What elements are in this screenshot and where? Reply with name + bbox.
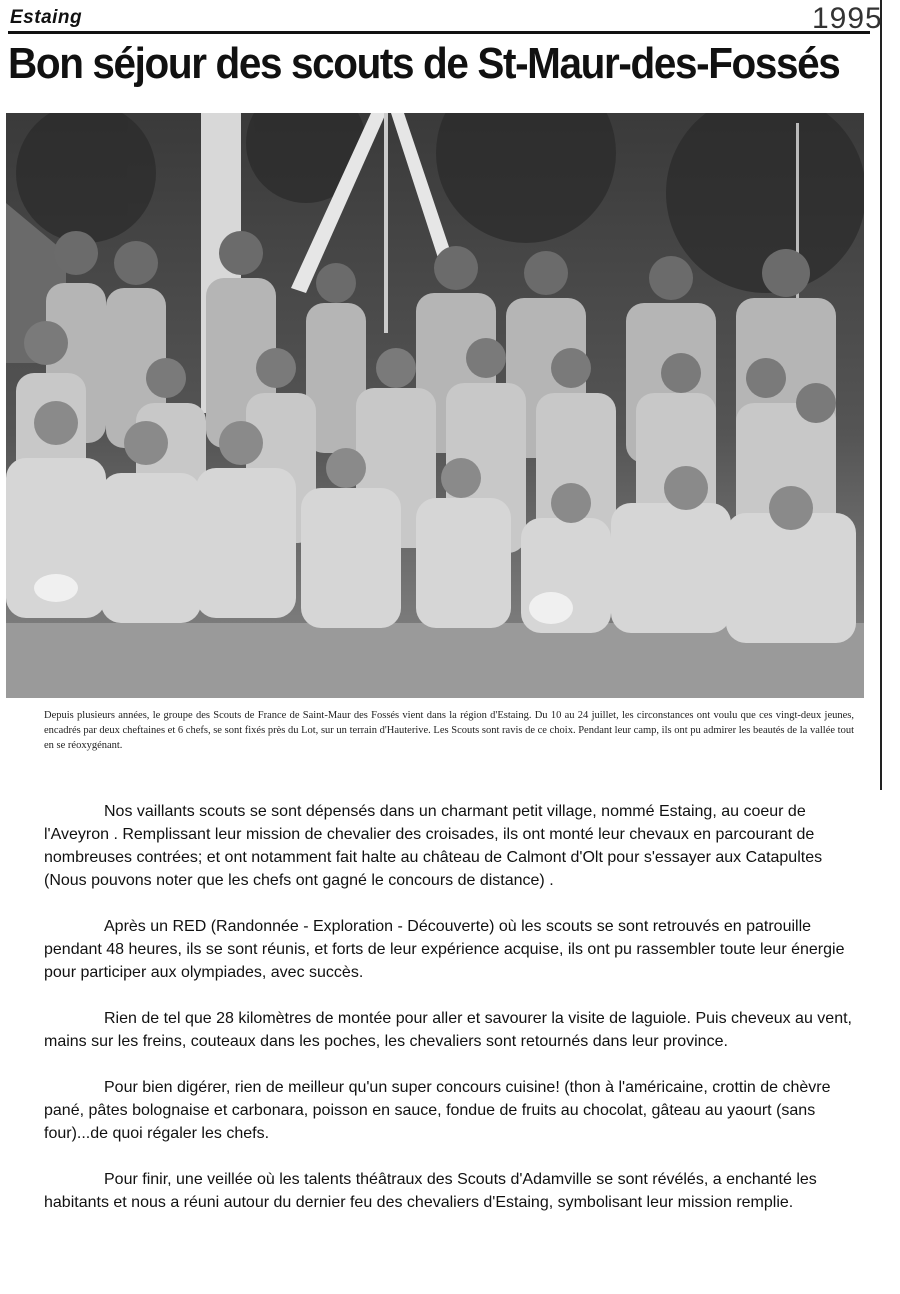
handwritten-year: 1995	[812, 2, 883, 35]
group-photo-illustration	[6, 113, 864, 698]
article-paragraph: Pour finir, une veillée où les talents théâtraux des Scouts d'Adamville se sont révélés, a enchanté les habitants et nous a réuni autour du dernier feu des chevaliers d'Estaing, symbolisant leur mission remplie.	[44, 1171, 817, 1211]
photo-caption: Depuis plusieurs années, le groupe des Scouts de France de Saint-Maur des Fossés vient dans la région d'Estaing. Du 10 au 24 juillet, les circonstances ont voulu que ces vingt-deux jeunes, encadrés par deux cheftaines et 6 chefs, se sont fixés près du Lot, sur un terrain d'Hauterive. Les Scouts sont ravis de ce choix. Pendant leur camp, ils ont pu admirer les beautés de la vallée tout en se réoxygénant.	[44, 710, 854, 751]
article-paragraph: Pour bien digérer, rien de meilleur qu'un super concours cuisine! (thon à l'américaine, crottin de chèvre pané, pâtes bolognaise et carbonara, poisson en sauce, fondue de fruits au chocolat, gâteau au yaourt (sans four)...de quoi régaler les chefs.	[44, 1079, 831, 1142]
article-paragraph: Rien de tel que 28 kilomètres de montée pour aller et savourer la visite de laguiole. Puis cheveux au vent, mains sur les freins, couteaux dans les poches, les chevaliers sont retournés dans leur province.	[44, 1010, 852, 1050]
group-photo	[6, 113, 864, 698]
article-paragraph: Nos vaillants scouts se sont dépensés dans un charmant petit village, nommé Estaing, au coeur de l'Aveyron . Remplissant leur mission de chevalier des croisades, ils ont monté leur chevaux en parcourant de nombreuses contrées; et ont notamment fait halte au château de Calmont d'Olt pour s'essayer aux Catapultes (Nous pouvons noter que les chefs ont gagné le concours de distance) .	[44, 803, 823, 889]
article-paragraph: Après un RED (Randonnée - Exploration - Découverte) où les scouts se sont retrouvés en patrouille pendant 48 heures, ils se sont réunis, et forts de leur expérience acquise, ils ont pu rassembler toute leur énergie pour participer aux olympiades, avec succès.	[44, 918, 845, 981]
headline: Bon séjour des scouts de St-Maur-des-Fossés	[8, 39, 840, 88]
article-body	[44, 800, 854, 1237]
section-label: Estaing	[10, 7, 83, 28]
header-rule	[8, 31, 870, 34]
